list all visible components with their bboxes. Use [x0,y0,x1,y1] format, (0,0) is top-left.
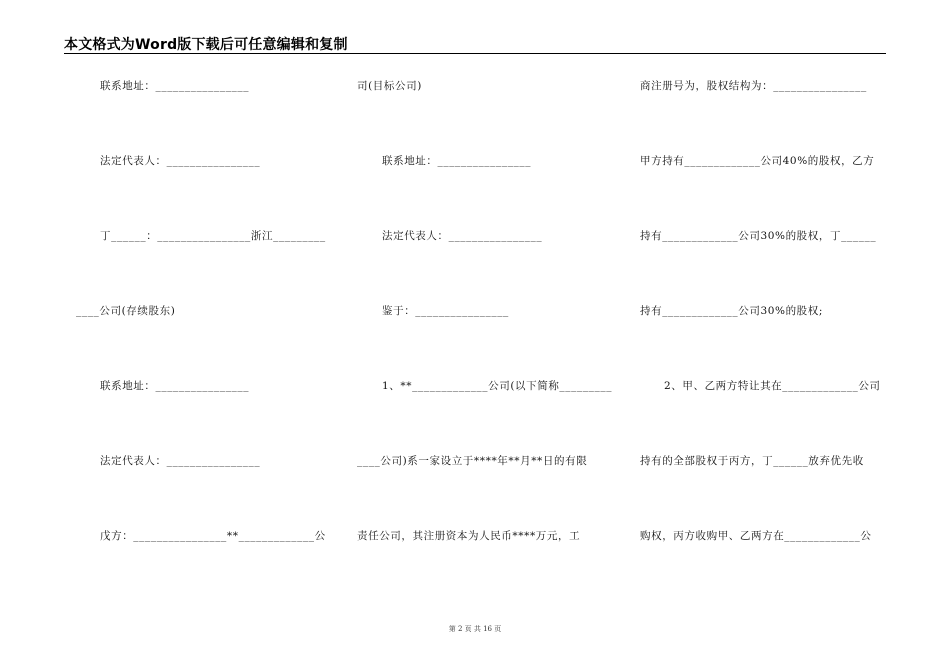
text-line: 甲方持有_____________公司40%的股权，乙方 [640,155,875,167]
text-line: ____公司)系一家设立于****年**月**日的有限 [357,455,588,467]
text-line: 丁______：________________浙江_________ [100,230,326,242]
text-line: 持有的全部股权于丙方，丁______放弃优先收 [640,455,864,467]
text-line: 1、**_____________公司(以下简称_________ [382,380,613,392]
text-line: 责任公司，其注册资本为人民币****万元，工 [357,530,581,542]
text-line: 购权，丙方收购甲、乙两方在_____________公 [640,530,872,542]
text-line: 持有_____________公司30%的股权，丁______ [640,230,877,242]
text-line: 联系地址：________________ [382,155,532,167]
text-line: 联系地址：________________ [100,380,250,392]
document-header-title: 本文格式为Word版下载后可任意编辑和复制 [64,37,348,53]
text-line: 联系地址：________________ [100,80,250,92]
text-line: 戊方：________________**_____________公 [100,530,326,542]
text-line: 持有_____________公司30%的股权; [640,305,824,317]
text-line: 司(目标公司) [357,80,422,92]
text-line: 2、甲、乙两方特让其在_____________公司 [664,380,881,392]
text-line: ____公司(存续股东) [76,305,176,317]
text-line: 法定代表人：________________ [382,230,543,242]
text-line: 法定代表人：________________ [100,455,261,467]
text-line: 商注册号为，股权结构为：________________ [640,80,867,92]
page-number-footer: 第 2 页 共 16 页 [448,625,502,633]
text-line: 法定代表人：________________ [100,155,261,167]
text-line: 鉴于：________________ [382,305,509,317]
header-divider [64,53,886,54]
